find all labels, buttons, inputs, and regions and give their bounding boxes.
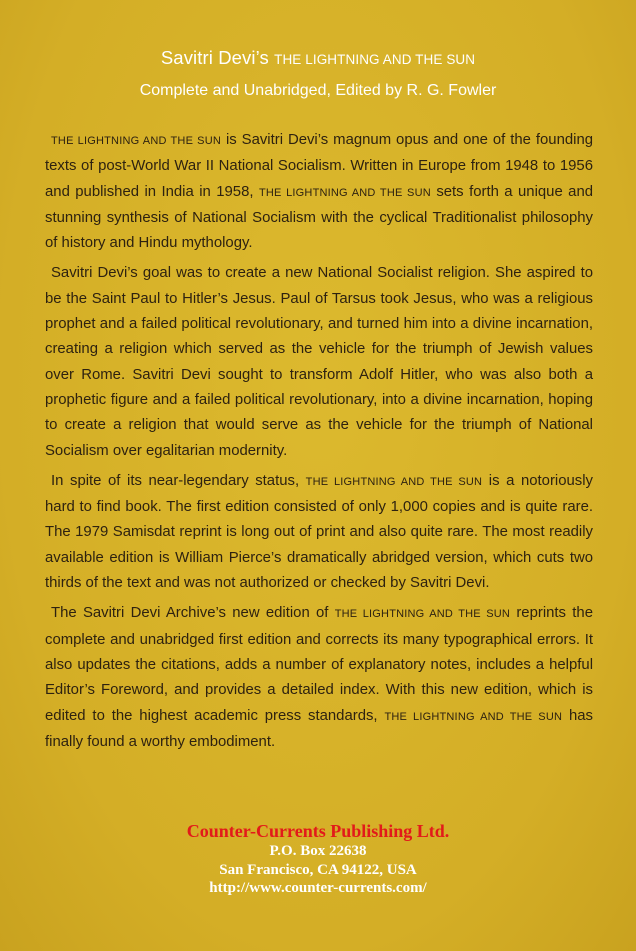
publisher-block	[0, 820, 636, 898]
book-name-inline: THE LIGHTNING AND THE SUN	[384, 710, 563, 723]
publisher-url[interactable]: http://www.counter-currents.com/	[209, 880, 427, 896]
title-book-name: THE LIGHTNING AND THE SUN	[274, 52, 476, 67]
book-name-inline: THE LIGHTNING AND THE SUN	[305, 475, 483, 488]
publisher-city: San Francisco, CA 94122, USA	[219, 861, 417, 878]
book-title	[0, 46, 636, 72]
publisher-po-box: P.O. Box 22638	[269, 843, 367, 859]
blurb-paragraph: THE LIGHTNING AND THE SUN is Savitri Devi’s magnum opus and one of the founding texts of post-World War II National Socialism. Written in Europe from 1948 to 1956 and published in India in 1958, THE LIGHTNING AND THE SUN sets forth a unique and stunning synthesis of National Socialism with the cyclical Traditionalist philosophy of history and Hindu mythology.	[45, 132, 594, 252]
blurb-paragraph: The Savitri Devi Archive’s new edition of THE LIGHTNING AND THE SUN reprints the complete and unabridged first edition and corrects its many typographical errors. It also updates the citations, adds a number of explanatory notes, includes a helpful Editor’s Foreword, and provides a detailed index. With this new edition, which is edited to the highest academic press standards, THE LIGHTNING AND THE SUN has finally found a worthy embodiment.	[45, 605, 593, 750]
blurb-paragraph: In spite of its near-legendary status, THE LIGHTNING AND THE SUN is a notoriously hard to find book. The first edition consisted of only 1,000 copies and is quite rare. The 1979 Samisdat reprint is long out of print and also quite rare. The most readily available edition is William Pierce’s dramatically abridged version, which cuts two thirds of the text and was not authorized or checked by Savitri Devi.	[45, 472, 593, 592]
book-name-inline: THE LIGHTNING AND THE SUN	[334, 608, 511, 621]
blurb	[45, 128, 593, 760]
book-name-inline: THE LIGHTNING AND THE SUN	[51, 135, 221, 147]
book-subtitle: Complete and Unabridged, Edited by R. G. Fowler	[139, 82, 497, 99]
cover-header	[0, 46, 636, 102]
blurb-paragraph: Savitri Devi’s goal was to create a new National Socialist religion. She aspired to be the Saint Paul to Hitler’s Jesus. Paul of Tarsus took Jesus, who was a religious prophet and a failed political revolutionary, and turned him into a divine incarnation, creating a religion which served as the vehicle for the triumph of Jewish values over Rome. Savitri Devi sought to transform Adolf Hitler, who was also both a prophetic figure and a failed political revolutionary, into a divine incarnation, hoping to create a religion that would serve as the vehicle for the triumph of National Socialism over egalitarian modernity.	[45, 265, 593, 459]
book-name-inline: THE LIGHTNING AND THE SUN	[258, 186, 431, 199]
title-prefix: Savitri Devi’s	[160, 47, 269, 68]
publisher-name: Counter-Currents Publishing Ltd.	[186, 821, 450, 841]
